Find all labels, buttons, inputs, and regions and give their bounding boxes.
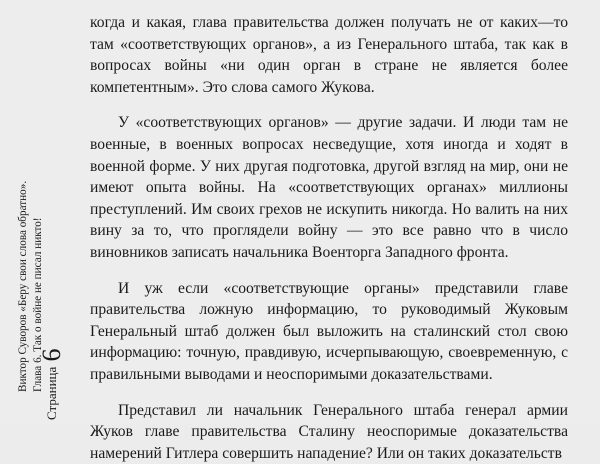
paragraph: У «соответствующих органов» — другие задачи. И люди там не военные, в военных вопросах несведущие, хотя иногда и ходят в военной форме. У них другая подготовка, другой взгляд на мир, они не имеют опыта войны. На «соответствующих органах» миллионы преступлений. Им своих грехов не искупить никогда. Но валить на них вину за то, что проглядели войну — это все равно что в число виновников записать начальника Военторга Западного фронта. [90,112,568,263]
paragraph: когда и какая, глава правительства должен получать не от каких—то там «соответствующих органов», а из Генерального штаба, так как в вопросах войны «ни один орган в стране не является более компетентным». Это слова самого Жукова. [90,12,568,98]
page-sidebar [0,0,62,423]
page-body-text [90,12,568,464]
chapter-title-line: Глава 6. Так о войне не писал никто! [32,217,45,392]
page-number: 6 [37,348,66,361]
book-title-line: Виктор Суворов «Беру свои слова обратно». [17,181,30,392]
sidebar-rotated-text [3,12,59,412]
paragraph: Представил ли начальник Генерального штаба генерал армии Жуков главе правительства Сталину неоспоримые доказательства намерений Гитлера совершить нападение? Или он таких доказательств [90,400,568,464]
page-label: Страница [44,367,59,420]
paragraph: И уж если «соответствующие органы» представили главе правительства ложную информацию, то руководимый Жуковым Генеральный штаб должен был выложить на сталинский стол свою информацию: точную, правдивую, исчерпывающую, своевременную, с правильными выводами и неоспоримыми доказательствами. [90,278,568,386]
